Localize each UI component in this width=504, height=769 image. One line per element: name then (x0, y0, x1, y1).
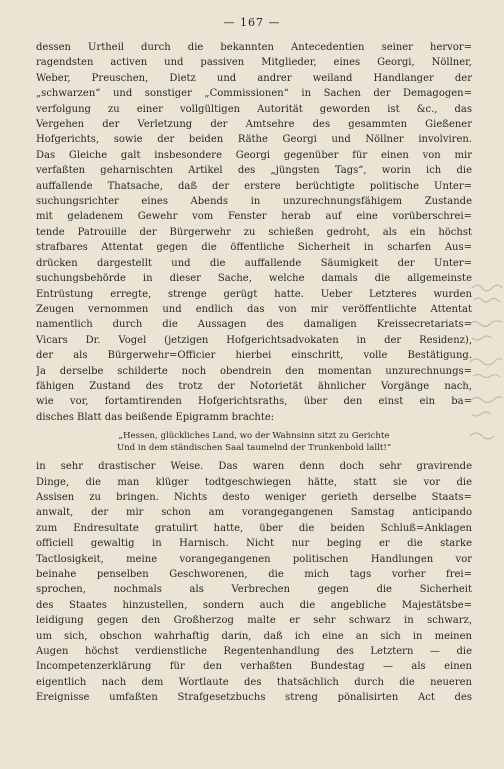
text-line: des Staates hinzustellen, sondern auch die angebliche Majestätsbe= (36, 599, 472, 611)
text-line: ragendsten activen und passiven Mitglieder, eines Georgi, Nöllner, (36, 57, 472, 69)
body-text (36, 40, 472, 706)
handwritten-margin-notes-icon (470, 280, 504, 450)
text-line: Tactlosigkeit, meine vorangegangenen politischen Handlungen vor (36, 553, 472, 565)
text-line: suchungsrichter eines Abends in unzurechnungsfähigem Zustande (36, 196, 472, 208)
text-line: Ereignisse umfaßten Strafgesetzbuchs streng pönalisirten Act des (36, 692, 472, 704)
text-line: „schwarzen“ und sonstiger „Commissionen“ in Sachen der Demagogen= (36, 88, 472, 100)
page-number: — 167 — (223, 16, 281, 29)
text-line: um sich, obschon wahrhaftig darin, daß ich eine an sich in meinen (36, 630, 472, 642)
text-line: sprochen, nochmals als Verbrechen gegen die Sicherheit (36, 584, 472, 596)
text-line: mit geladenem Gewehr vom Fenster herab auf eine vorüberschrei= (36, 211, 472, 223)
text-line: Augen höchst verdienstliche Regentenhandlung des Letztern — die (36, 646, 472, 658)
paragraph-continuation (36, 459, 472, 706)
text-line: Zeugen vernommen und endlich das von mir veröffentlichte Attentat (36, 303, 472, 315)
text-line: Vergehen der Verletzung der Amtsehre des gesammten Gießener (36, 119, 472, 131)
text-line: Incompetenzerklärung für den verhaßten Bundestag — als einen (36, 661, 472, 673)
text-line: drücken dargestellt und die auffallende Säumigkeit der Unter= (36, 257, 472, 269)
text-line: Assisen zu bringen. Nichts desto weniger gerieth derselbe Staats= (36, 491, 472, 503)
text-line: „Hessen, glückliches Land, wo der Wahnsinn sitzt zu Gerichte (118, 431, 390, 442)
text-line: in sehr drastischer Weise. Das waren denn doch sehr gravirende (36, 461, 472, 473)
text-line: auffallende Thatsache, daß der erstere berüchtigte politische Unter= (36, 180, 472, 192)
text-line: Dinge, die man klüger todtgeschwiegen hätte, statt sie vor die (36, 476, 472, 488)
text-line: Das Gleiche galt insbesondere Georgi gegenüber für einen von mir (36, 149, 472, 161)
text-line: zum Endresultate gratulirt hatte, über die beiden Schluß=Anklagen (36, 522, 472, 534)
text-line: anwalt, der mir schon am vorangegangenen Samstag anticipando (36, 507, 472, 519)
text-line: Und in dem ständischen Saal taumelnd der Trunkenbold lallt!“ (116, 443, 392, 454)
text-line: Weber, Preuschen, Dietz und andrer weiland Handlanger der (36, 72, 472, 84)
paragraph-main (36, 40, 472, 425)
text-line: eigentlich nach dem Wortlaute des thatsächlich durch die neueren (36, 676, 472, 688)
text-line: der als Bürgerwehr=Officier hierbei einschritt, volle Bestätigung. (36, 350, 472, 362)
text-line: beinahe penselben Geschworenen, die mich tags vorher frei= (36, 569, 472, 580)
text-line: Hofgerichts, sowie der beiden Räthe Georgi und Nöllner involviren. (36, 134, 472, 146)
text-line: disches Blatt das beißende Epigramm brachte: (36, 411, 275, 423)
text-line: verfolgung zu einer vollgültigen Autorität geworden ist &c., das (36, 103, 472, 115)
text-line: tende Patrouille der Bürgerwehr zu schießen gedroht, als ein höchst (36, 226, 472, 238)
epigram-quote (36, 430, 472, 454)
text-line: Ja derselbe schilderte noch obendrein den momentan unzurechnungs= (36, 365, 472, 377)
text-line: Entrüstung erregte, strenge gerügt hatte. Ueber Letzteres wurden (36, 288, 472, 300)
text-line: wie vor, fortamtirenden Hofgerichtsraths, über den einst ein ba= (36, 396, 472, 408)
text-line: strafbares Attentat gegen die öffentliche Sicherheit in scharfen Aus= (36, 242, 472, 254)
text-line: suchungsbehörde in dieser Sache, welche damals die allgemeinste (36, 273, 472, 285)
text-line: Vicars Dr. Vogel (jetzigen Hofgerichtsadvokaten in der Residenz), (36, 334, 472, 346)
text-line: fähigen Zustand des trotz der Notorietät ähnlicher Vorgänge nach, (36, 380, 472, 392)
text-line: officiell gewaltig in Harnisch. Nicht nur beging er die starke (36, 538, 472, 550)
text-line: dessen Urtheil durch die bekannten Antecedentien seiner hervor= (36, 42, 472, 53)
text-line: namentlich durch die Aussagen des damaligen Kreissecretariats= (36, 319, 472, 331)
text-line: leidigung gegen den Großherzog malte er sehr schwarz in schwarz, (36, 615, 472, 627)
text-line: verfaßten geharnischten Artikel des „jüngsten Tags“, worin ich die (36, 165, 472, 177)
